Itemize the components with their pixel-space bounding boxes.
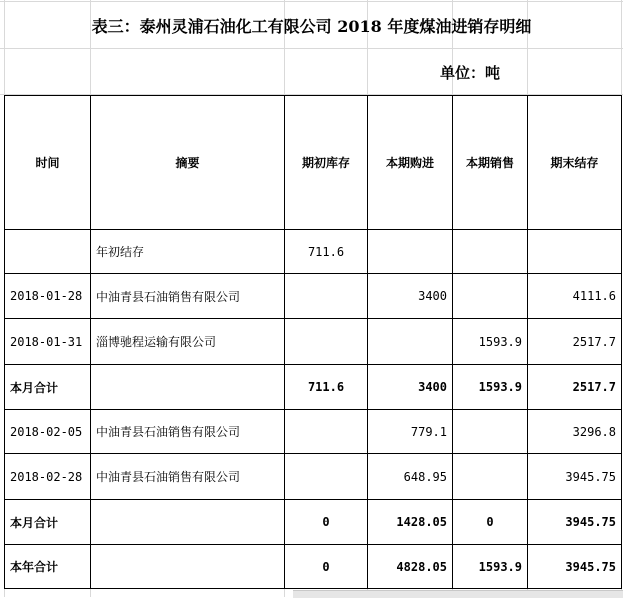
- header-row: [5, 96, 622, 230]
- cell-purchase: 3400: [368, 274, 453, 319]
- cell-opening: 711.6: [285, 230, 368, 274]
- document-title: 表三：泰州灵浦石油化工有限公司 2018 年度煤油进销存明细: [91, 17, 532, 36]
- cell-sales: 0: [453, 500, 528, 545]
- cell-opening: [285, 410, 368, 454]
- cell-date: 2018-01-28: [5, 274, 91, 319]
- cell-description: [91, 365, 285, 410]
- unit-label: 单位：吨: [440, 64, 501, 82]
- cell-closing: 3945.75: [528, 545, 622, 589]
- cell-date: 本年合计: [5, 545, 91, 589]
- cell-opening: [285, 274, 368, 319]
- monthly-total-row: [5, 365, 622, 410]
- cell-date: 2018-01-31: [5, 319, 91, 365]
- cell-opening: 711.6: [285, 365, 368, 410]
- cell-date: 2018-02-05: [5, 410, 91, 454]
- cell-description: 淄博驰程运输有限公司: [91, 319, 285, 365]
- cell-date: [5, 230, 91, 274]
- cell-sales: [453, 454, 528, 500]
- cell-closing: 3945.75: [528, 454, 622, 500]
- cell-opening: [285, 319, 368, 365]
- cell-closing: 2517.7: [528, 365, 622, 410]
- monthly-total-row: [5, 500, 622, 545]
- cell-date: 本月合计: [5, 365, 91, 410]
- table-row: [5, 410, 622, 454]
- cell-opening: [285, 454, 368, 500]
- cell-sales: 1593.9: [453, 365, 528, 410]
- cell-sales: 1593.9: [453, 319, 528, 365]
- cell-sales: [453, 410, 528, 454]
- cell-closing: 3945.75: [528, 500, 622, 545]
- cell-purchase: [368, 230, 453, 274]
- cell-closing: [528, 230, 622, 274]
- cell-sales: [453, 274, 528, 319]
- cell-purchase: 3400: [368, 365, 453, 410]
- table-row: [5, 319, 622, 365]
- cell-sales: [453, 230, 528, 274]
- cell-date: 本月合计: [5, 500, 91, 545]
- inventory-ledger-table: [4, 95, 622, 589]
- cell-purchase: 4828.05: [368, 545, 453, 589]
- cell-purchase: [368, 319, 453, 365]
- cell-sales: 1593.9: [453, 545, 528, 589]
- table-row: [5, 230, 622, 274]
- cell-opening: 0: [285, 545, 368, 589]
- cell-description: 中油青县石油销售有限公司: [91, 454, 285, 500]
- cell-purchase: 1428.05: [368, 500, 453, 545]
- annual-total-row: [5, 545, 622, 589]
- table-row: [5, 274, 622, 319]
- column-header-opening-stock: 期初库存: [285, 96, 368, 230]
- cell-closing: 3296.8: [528, 410, 622, 454]
- cell-opening: 0: [285, 500, 368, 545]
- cell-description: 中油青县石油销售有限公司: [91, 274, 285, 319]
- column-header-date: 时间: [5, 96, 91, 230]
- column-header-sales: 本期销售: [453, 96, 528, 230]
- cell-description: 年初结存: [91, 230, 285, 274]
- cell-description: 中油青县石油销售有限公司: [91, 410, 285, 454]
- column-header-description: 摘要: [91, 96, 285, 230]
- cell-purchase: 779.1: [368, 410, 453, 454]
- table-row: [5, 454, 622, 500]
- cell-description: [91, 500, 285, 545]
- cell-purchase: 648.95: [368, 454, 453, 500]
- cell-date: 2018-02-28: [5, 454, 91, 500]
- cell-closing: 4111.6: [528, 274, 622, 319]
- column-header-purchases: 本期购进: [368, 96, 453, 230]
- cell-closing: 2517.7: [528, 319, 622, 365]
- cell-description: [91, 545, 285, 589]
- column-header-closing-stock: 期末结存: [528, 96, 622, 230]
